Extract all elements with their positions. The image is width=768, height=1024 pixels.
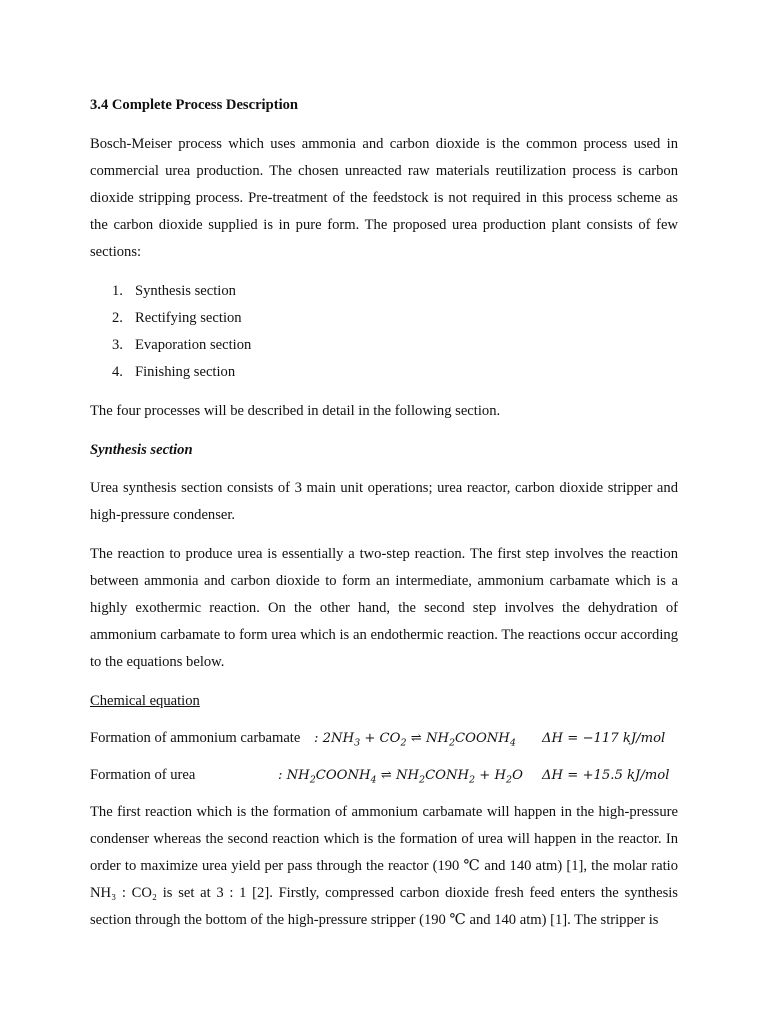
after-list-paragraph: The four processes will be described in detail in the following section. (90, 403, 501, 419)
sections-list (90, 278, 678, 386)
synthesis-heading: Synthesis section (90, 442, 193, 458)
synthesis-paragraph-1: Urea synthesis section consists of 3 main unit operations; urea reactor, carbon dioxide stripper and high-pressure condenser. (90, 480, 678, 523)
equation-label: Formation of urea (90, 767, 196, 783)
equation-urea (90, 762, 678, 789)
list-item: 2. Rectifying section (112, 310, 242, 326)
equation-formula: : $NH_2COONH_4$ ⇌ $NH_2CONH_2 + H_2O$ (278, 768, 523, 786)
enthalpy-value: ΔH = +15.5 kJ/mol (542, 768, 670, 783)
section-heading: 3.4 Complete Process Description (90, 97, 299, 113)
chemical-equation-heading: Chemical equation (90, 693, 200, 709)
list-item: 4. Finishing section (112, 364, 236, 380)
final-paragraph: The first reaction which is the formation of ammonium carbamate will happen in the high-pressure condenser whereas the second reaction which is the formation of urea will happen in the reactor. In order to maximize urea yield per pass through the reactor (190 ℃ and 140 atm) [1], the molar ratio NH₃ : CO₂ is set at 3 : 1 [2]. Firstly, compressed carbon dioxide fresh feed enters the synthesis section through the bottom of the high-pressure stripper (190 ℃ and 140 atm) [1]. The stripper is (90, 804, 679, 928)
enthalpy-value: ΔH = −117 kJ/mol (542, 731, 666, 746)
equation-carbamate (90, 725, 678, 752)
list-item: 3. Evaporation section (112, 337, 252, 353)
synthesis-paragraph-2: The reaction to produce urea is essentially a two-step reaction. The first step involves the reaction between ammonia and carbon dioxide to form an intermediate, ammonium carbamate which is a highly exothermic reaction. On the other hand, the second step involves the dehydration of ammonium carbamate to form urea which is an endothermic reaction. The reactions occur according to the equations below. (90, 546, 678, 670)
list-item: 1. Synthesis section (112, 283, 236, 299)
intro-paragraph: Bosch-Meiser process which uses ammonia and carbon dioxide is the common process used in commercial urea production. The chosen unreacted raw materials reutilization process is carbon dioxide stripping process. Pre-treatment of the feedstock is not required in this process scheme as the carbon dioxide supplied is in pure form. The proposed urea production plant consists of few sections: (90, 136, 678, 260)
equation-label: Formation of ammonium carbamate (90, 730, 301, 746)
document-body (90, 93, 678, 934)
equation-formula: : $2NH_3 + CO_2$ ⇌ $NH_2COONH_4$ (314, 731, 516, 749)
